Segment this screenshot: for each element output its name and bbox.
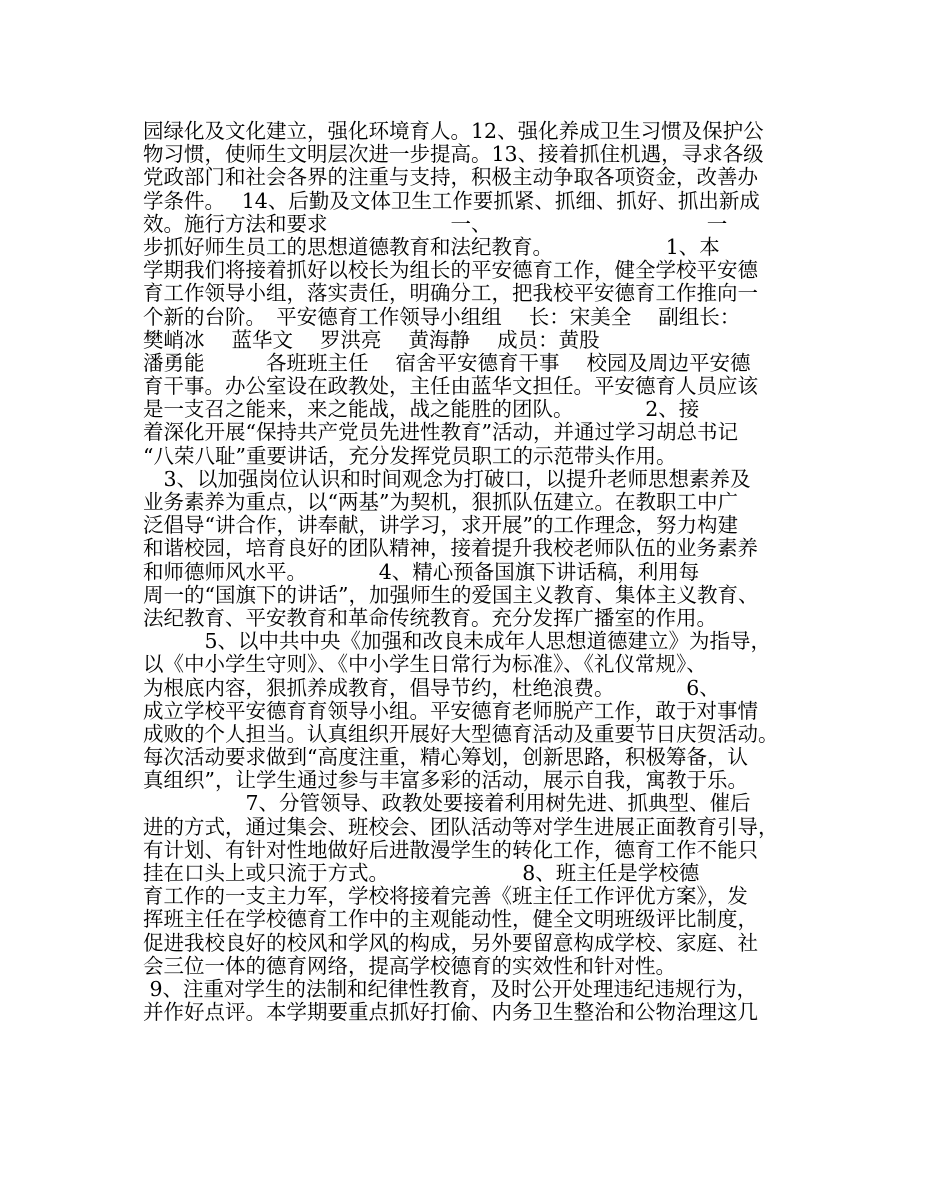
text-line: 每次活动要求做到“高度注重，精心筹划，创新思路，积极筹备，认: [143, 746, 748, 770]
text-line: 以《中小学生守则》、《中小学生日常行为标准》、《礼仪常规》、: [143, 653, 707, 677]
text-line: 和师德师风水平。 4、精心预备国旗下讲话稿，利用每: [143, 560, 700, 584]
text-line: 学期我们将接着抓好以校长为组长的平安德育工作，健全学校平安德: [143, 259, 758, 283]
text-line: 进的方式，通过集会、班校会、团队活动等对学生进展正面教育引导，: [143, 815, 779, 839]
document-body: [143, 120, 823, 1024]
text-line: 成败的个人担当。认真组织开展好大型德育活动及重要节日庆贺活动。: [143, 722, 779, 746]
text-line: 党政部门和社会各界的注重与支持，积极主动争取各项资金，改善办: [143, 166, 758, 190]
text-line: 育工作领导小组，落实责任，明确分工，把我校平安德育工作推向一: [143, 282, 758, 306]
text-line: 为根底内容，狠抓养成教育，倡导节约，杜绝浪费。 6、: [143, 676, 720, 700]
text-line: 学条件。 14、后勤及文体卫生工作要抓紧、抓细、抓好、抓出新成: [143, 189, 760, 213]
text-line: 和谐校园，培育良好的团队精神，接着提升我校老师队伍的业务素养: [143, 537, 758, 561]
text-line: 5、以中共中央《加强和改良未成年人思想道德建立》为指导，: [143, 630, 772, 654]
text-line: 育干事。办公室设在政教处，主任由蓝华文担任。平安德育人员应该: [143, 375, 758, 399]
text-line: 园绿化及文化建立，强化环境育人。12、强化养成卫生习惯及保护公: [143, 120, 764, 143]
text-line: 着深化开展“保持共产党员先进性教育”活动，并通过学习胡总书记: [143, 421, 738, 445]
text-line: 业务素养为重点，以“两基”为契机，狠抓队伍建立。在教职工中广: [143, 491, 738, 514]
text-line: 樊峭冰 蓝华文 罗洪亮 黄海静 成员：黄股: [143, 328, 600, 352]
text-line: 3、以加强岗位认识和时间观念为打破口，以提升老师思想素养及: [143, 467, 751, 491]
text-line: 成立学校平安德育育领导小组。平安德育老师脱产工作，敢于对事情: [143, 699, 758, 723]
text-line: 促进我校良好的校风和学风的构成，另外要留意构成学校、家庭、社: [143, 931, 758, 955]
text-line: 真组织”，让学生通过参与丰富多彩的活动，展示自我，寓教于乐。: [143, 769, 748, 793]
text-line: 周一的“国旗下的讲话”，加强师生的爱国主义教育、集体主义教育、: [143, 583, 759, 607]
text-line: 育工作的一支主力军，学校将接着完善《班主任工作评优方案》，发: [143, 885, 748, 909]
text-line: “八荣八耻”重要讲话，充分发挥党员职工的示范带头作用。: [143, 444, 677, 468]
text-line: 潘勇能 各班班主任 宿舍平安德育干事 校园及周边平安德: [143, 351, 751, 375]
text-line: 7、分管领导、政教处要接着利用树先进、抓典型、催后: [143, 792, 751, 816]
text-line: 并作好点评。本学期要重点抓好打偷、内务卫生整治和公物治理这几: [143, 1001, 758, 1025]
text-line: 泛倡导“讲合作，讲奉献，讲学习，求开展”的工作理念，努力构建: [143, 514, 738, 538]
text-line: 物习惯，使师生文明层次进一步提高。13、接着抓住机遇，寻求各级: [143, 143, 764, 167]
text-line: 挂在口头上或只流于方式。 8、班主任是学校德: [143, 862, 700, 885]
text-line: 挥班主任在学校德育工作中的主观能动性，健全文明班级评比制度，: [143, 908, 758, 932]
text-line: 步抓好师生员工的思想道德教育和法纪教育。 1、本: [143, 235, 720, 259]
text-line: 9、注重对学生的法制和纪律性教育，及时公开处理违纪违规行为，: [143, 977, 758, 1001]
text-line: 法纪教育、平安教育和革命传统教育。充分发挥广播室的作用。: [143, 606, 717, 630]
text-line: 是一支召之能来，来之能战，战之能胜的团队。 2、接: [143, 398, 700, 422]
text-line: 有计划、有针对性地做好后进散漫学生的转化工作，德育工作不能只: [143, 838, 758, 862]
text-line: 会三位一体的德育网络，提高学校德育的实效性和针对性。: [143, 954, 676, 978]
text-line: 个新的台阶。 平安德育工作领导小组组 长：宋美全 副组长：: [143, 305, 741, 329]
text-line: 效。施行方法和要求 一、 一: [143, 212, 728, 236]
